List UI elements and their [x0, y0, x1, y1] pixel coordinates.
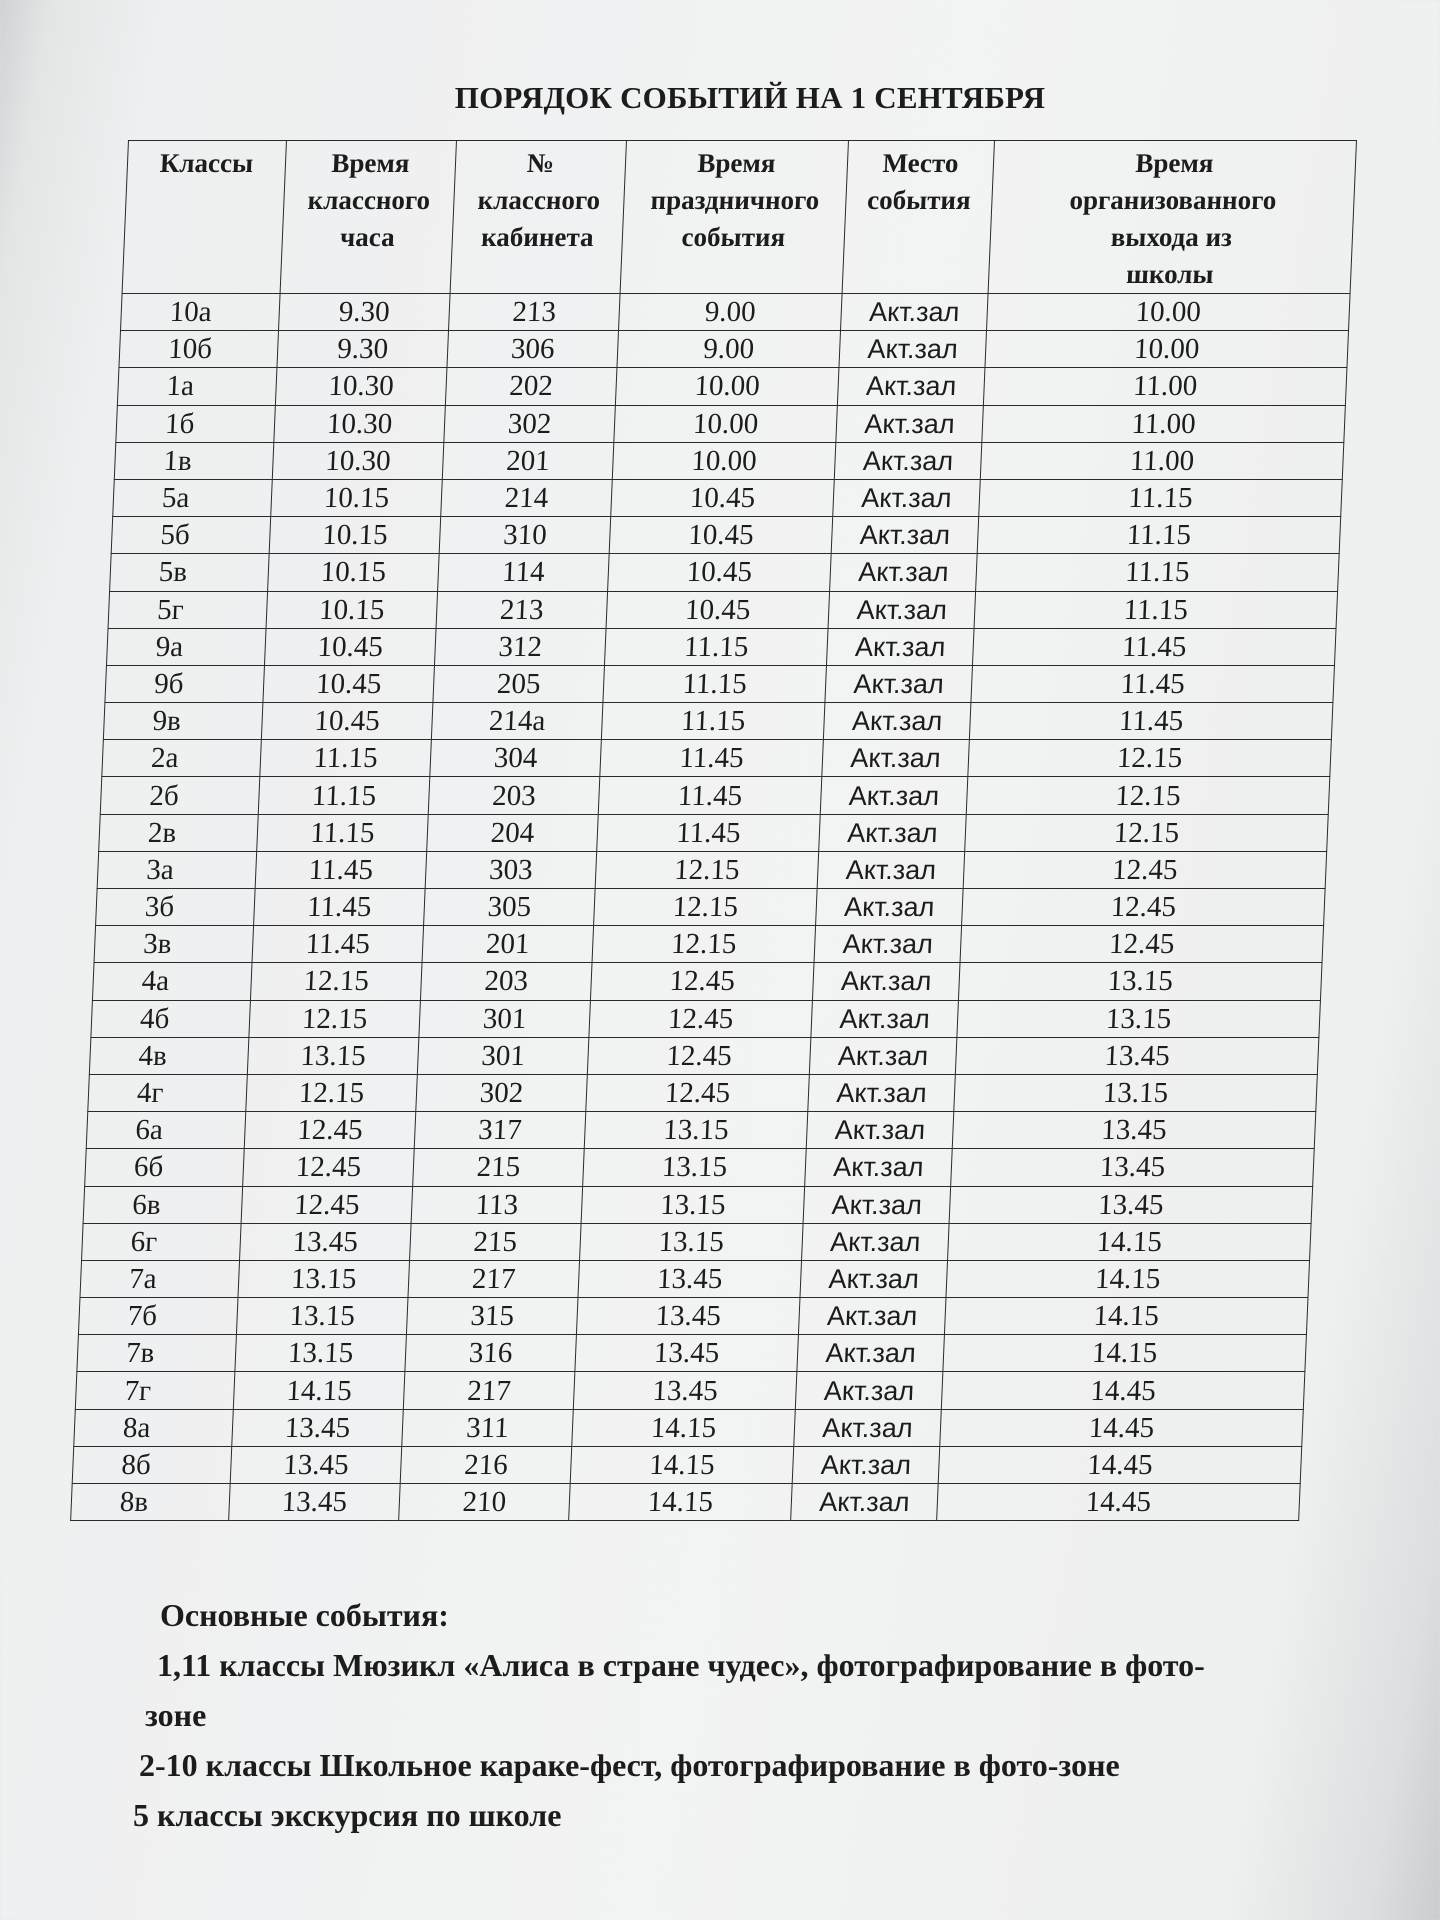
- class-cell: 4б: [91, 1000, 251, 1037]
- class-hour-time-cell: 10.30: [275, 368, 447, 405]
- event-place-cell: Акт.зал: [792, 1446, 940, 1483]
- exit-time-cell: 11.45: [972, 628, 1336, 665]
- class-cell: 1а: [117, 368, 277, 405]
- event-place-cell: Акт.зал: [797, 1335, 945, 1372]
- class-cell: 6г: [82, 1223, 242, 1260]
- class-hour-time-cell: 10.15: [269, 517, 441, 554]
- class-hour-time-cell: 11.15: [258, 777, 430, 814]
- exit-time-cell: 14.15: [946, 1260, 1310, 1297]
- class-hour-time-cell: 9.30: [277, 331, 449, 368]
- header-event-time: Время праздничного события: [620, 141, 848, 294]
- class-cell: 3в: [94, 926, 254, 963]
- exit-time-cell: 12.45: [960, 926, 1324, 963]
- room-number-cell: 310: [439, 517, 611, 554]
- table-row: [72, 1446, 1302, 1483]
- class-hour-time-cell: 13.45: [230, 1446, 402, 1483]
- event-place-cell: Акт.зал: [834, 442, 982, 479]
- class-hour-time-cell: 10.15: [271, 479, 443, 516]
- exit-time-cell: 13.15: [957, 1000, 1321, 1037]
- exit-time-cell: 11.15: [974, 591, 1338, 628]
- class-cell: 4в: [89, 1037, 249, 1074]
- event-time-cell: 13.45: [576, 1298, 800, 1335]
- event-time-cell: 14.15: [569, 1484, 793, 1521]
- event-place-cell: Акт.зал: [817, 851, 965, 888]
- table-row: [96, 889, 1326, 926]
- room-number-cell: 201: [422, 926, 594, 963]
- room-number-cell: 215: [413, 1149, 585, 1186]
- event-place-cell: Акт.зал: [839, 331, 987, 368]
- room-number-cell: 203: [420, 963, 592, 1000]
- header-exit-time: Время организованного выхода из школы: [988, 141, 1356, 294]
- room-number-cell: 302: [444, 405, 616, 442]
- table-row: [88, 1074, 1318, 1111]
- table-row: [78, 1298, 1308, 1335]
- room-number-cell: 215: [410, 1223, 582, 1260]
- exit-time-cell: 11.00: [983, 368, 1347, 405]
- schedule-table: [70, 140, 1357, 1521]
- class-cell: 9а: [106, 628, 266, 665]
- event-time-cell: 12.45: [590, 963, 814, 1000]
- class-hour-time-cell: 11.15: [260, 740, 432, 777]
- event-time-cell: 11.45: [598, 777, 822, 814]
- class-hour-time-cell: 12.15: [246, 1074, 418, 1111]
- class-cell: 8б: [72, 1446, 232, 1483]
- event-place-cell: Акт.зал: [805, 1149, 953, 1186]
- class-hour-time-cell: 9.30: [279, 294, 451, 331]
- table-row: [75, 1372, 1305, 1409]
- exit-time-cell: 14.45: [940, 1409, 1304, 1446]
- room-number-cell: 312: [434, 628, 606, 665]
- class-hour-time-cell: 12.15: [249, 1000, 421, 1037]
- event-time-cell: 10.00: [614, 405, 838, 442]
- exit-time-cell: 12.15: [965, 814, 1329, 851]
- table-row: [110, 554, 1340, 591]
- event-place-cell: Акт.зал: [802, 1223, 950, 1260]
- class-cell: 9б: [105, 665, 265, 702]
- class-hour-time-cell: 13.45: [229, 1484, 401, 1521]
- class-hour-time-cell: 10.30: [274, 405, 446, 442]
- class-hour-time-cell: 10.45: [264, 628, 436, 665]
- exit-time-cell: 11.45: [971, 665, 1335, 702]
- exit-time-cell: 10.00: [987, 294, 1351, 331]
- document-title: ПОРЯДОК СОБЫТИЙ НА 1 СЕНТЯБРЯ: [454, 80, 1046, 115]
- class-cell: 5в: [110, 554, 270, 591]
- class-cell: 7г: [75, 1372, 235, 1409]
- header-event-place: Место события: [842, 141, 994, 294]
- event-time-cell: 12.15: [595, 851, 819, 888]
- table-row: [119, 331, 1349, 368]
- room-number-cell: 114: [438, 554, 610, 591]
- class-cell: 3а: [97, 851, 257, 888]
- class-hour-time-cell: 13.15: [235, 1335, 407, 1372]
- event-time-cell: 12.45: [589, 1000, 813, 1037]
- room-number-cell: 113: [411, 1186, 583, 1223]
- event-time-cell: 14.15: [572, 1409, 796, 1446]
- table-row: [91, 1000, 1321, 1037]
- room-number-cell: 210: [399, 1484, 571, 1521]
- exit-time-cell: 11.15: [977, 517, 1341, 554]
- exit-time-cell: 11.00: [982, 405, 1346, 442]
- event-time-cell: 11.45: [600, 740, 824, 777]
- room-number-cell: 317: [414, 1112, 586, 1149]
- event-place-cell: Акт.зал: [830, 554, 978, 591]
- room-number-cell: 303: [425, 851, 597, 888]
- exit-time-cell: 14.15: [943, 1335, 1307, 1372]
- class-cell: 7б: [78, 1298, 238, 1335]
- event-place-cell: Акт.зал: [806, 1112, 954, 1149]
- exit-time-cell: 13.45: [949, 1186, 1313, 1223]
- room-number-cell: 213: [449, 294, 621, 331]
- room-number-cell: 213: [436, 591, 608, 628]
- class-cell: 4г: [88, 1074, 248, 1111]
- event-place-cell: Акт.зал: [841, 294, 989, 331]
- class-cell: 5а: [113, 479, 273, 516]
- class-cell: 7в: [77, 1335, 237, 1372]
- class-hour-time-cell: 10.45: [263, 665, 435, 702]
- table-row: [74, 1409, 1304, 1446]
- event-place-cell: Акт.зал: [825, 665, 973, 702]
- class-hour-time-cell: 10.15: [268, 554, 440, 591]
- room-number-cell: 301: [417, 1037, 589, 1074]
- exit-time-cell: 14.15: [944, 1298, 1308, 1335]
- notes-line: 2-10 классы Школьное караке-фест, фотографирование в фото-зоне: [139, 1747, 1120, 1783]
- class-hour-time-cell: 12.45: [244, 1112, 416, 1149]
- event-time-cell: 10.45: [608, 554, 832, 591]
- class-hour-time-cell: 10.30: [272, 442, 444, 479]
- exit-time-cell: 12.45: [963, 851, 1327, 888]
- event-place-cell: Акт.зал: [811, 1000, 959, 1037]
- event-time-cell: 13.15: [580, 1223, 804, 1260]
- class-hour-time-cell: 11.45: [254, 889, 426, 926]
- class-cell: 10б: [119, 331, 279, 368]
- room-number-cell: 216: [400, 1446, 572, 1483]
- class-cell: 5г: [108, 591, 268, 628]
- exit-time-cell: 13.45: [952, 1112, 1316, 1149]
- notes-heading: Основные события:: [160, 1597, 449, 1633]
- exit-time-cell: 14.45: [937, 1484, 1301, 1521]
- event-time-cell: 10.45: [606, 591, 830, 628]
- room-number-cell: 306: [447, 331, 619, 368]
- event-time-cell: 12.45: [587, 1037, 811, 1074]
- event-place-cell: Акт.зал: [837, 368, 985, 405]
- class-hour-time-cell: 13.45: [232, 1409, 404, 1446]
- event-time-cell: 11.45: [597, 814, 821, 851]
- exit-time-cell: 11.15: [976, 554, 1340, 591]
- class-cell: 10а: [121, 294, 281, 331]
- room-number-cell: 316: [405, 1335, 577, 1372]
- notes-line: зоне: [145, 1697, 207, 1733]
- event-place-cell: Акт.зал: [831, 517, 979, 554]
- room-number-cell: 315: [406, 1298, 578, 1335]
- event-place-cell: Акт.зал: [828, 591, 976, 628]
- header-class-hour-time: Время классного часа: [280, 141, 456, 294]
- exit-time-cell: 13.15: [954, 1074, 1318, 1111]
- exit-time-cell: 11.45: [969, 703, 1333, 740]
- event-time-cell: 11.15: [603, 665, 827, 702]
- class-hour-time-cell: 10.15: [266, 591, 438, 628]
- room-number-cell: 205: [433, 665, 605, 702]
- event-time-cell: 12.45: [586, 1074, 810, 1111]
- class-hour-time-cell: 12.45: [241, 1186, 413, 1223]
- event-time-cell: 12.15: [592, 926, 816, 963]
- event-place-cell: Акт.зал: [814, 926, 962, 963]
- table-row: [117, 368, 1347, 405]
- table-row: [108, 591, 1338, 628]
- header-classes: Классы: [122, 141, 286, 294]
- class-cell: 6б: [85, 1149, 245, 1186]
- event-time-cell: 13.15: [583, 1149, 807, 1186]
- table-header-row: [122, 141, 1356, 294]
- class-hour-time-cell: 13.15: [247, 1037, 419, 1074]
- event-time-cell: 9.00: [619, 294, 843, 331]
- class-cell: 7а: [80, 1260, 240, 1297]
- notes-line: 5 классы экскурсия по школе: [133, 1797, 562, 1833]
- exit-time-cell: 12.15: [968, 740, 1332, 777]
- exit-time-cell: 12.15: [966, 777, 1330, 814]
- event-time-cell: 13.15: [581, 1186, 805, 1223]
- exit-time-cell: 14.45: [938, 1446, 1302, 1483]
- event-place-cell: Акт.зал: [808, 1074, 956, 1111]
- class-hour-time-cell: 11.45: [252, 926, 424, 963]
- room-number-cell: 217: [408, 1260, 580, 1297]
- table-row: [89, 1037, 1319, 1074]
- exit-time-cell: 11.00: [980, 442, 1344, 479]
- exit-time-cell: 13.15: [958, 963, 1322, 1000]
- table-row: [99, 814, 1329, 851]
- event-place-cell: Акт.зал: [816, 889, 964, 926]
- class-hour-time-cell: 13.15: [238, 1260, 410, 1297]
- event-place-cell: Акт.зал: [803, 1186, 951, 1223]
- table-row: [71, 1484, 1301, 1521]
- table-row: [111, 517, 1341, 554]
- event-time-cell: 13.45: [575, 1335, 799, 1372]
- event-place-cell: Акт.зал: [795, 1372, 943, 1409]
- table-row: [102, 740, 1332, 777]
- header-room-number: № классного кабинета: [450, 141, 626, 294]
- notes-line: 1,11 классы Мюзикл «Алиса в стране чудес», фотографирование в фото-: [157, 1647, 1205, 1683]
- class-cell: 2б: [100, 777, 260, 814]
- table-row: [103, 703, 1333, 740]
- room-number-cell: 202: [445, 368, 617, 405]
- event-time-cell: 13.15: [584, 1112, 808, 1149]
- event-time-cell: 13.45: [578, 1260, 802, 1297]
- class-cell: 6а: [86, 1112, 246, 1149]
- class-hour-time-cell: 13.15: [236, 1298, 408, 1335]
- room-number-cell: 305: [424, 889, 596, 926]
- event-place-cell: Акт.зал: [800, 1260, 948, 1297]
- room-number-cell: 304: [430, 740, 602, 777]
- table-row: [114, 442, 1344, 479]
- table-row: [85, 1149, 1315, 1186]
- room-number-cell: 203: [428, 777, 600, 814]
- table-row: [116, 405, 1346, 442]
- class-cell: 8а: [74, 1409, 234, 1446]
- table-row: [121, 294, 1351, 331]
- event-place-cell: Акт.зал: [798, 1298, 946, 1335]
- class-hour-time-cell: 14.15: [233, 1372, 405, 1409]
- main-events-notes: [133, 1590, 1385, 1840]
- room-number-cell: 301: [419, 1000, 591, 1037]
- schedule-body: [71, 294, 1350, 1521]
- event-time-cell: 9.00: [617, 331, 841, 368]
- event-place-cell: Акт.зал: [794, 1409, 942, 1446]
- class-hour-time-cell: 12.45: [243, 1149, 415, 1186]
- exit-time-cell: 10.00: [985, 331, 1349, 368]
- table-row: [106, 628, 1336, 665]
- event-place-cell: Акт.зал: [826, 628, 974, 665]
- room-number-cell: 302: [416, 1074, 588, 1111]
- exit-time-cell: 11.15: [979, 479, 1343, 516]
- class-cell: 2а: [102, 740, 262, 777]
- event-place-cell: Акт.зал: [833, 479, 981, 516]
- event-time-cell: 12.15: [594, 889, 818, 926]
- exit-time-cell: 13.45: [951, 1149, 1315, 1186]
- class-hour-time-cell: 12.15: [250, 963, 422, 1000]
- class-cell: 3б: [96, 889, 256, 926]
- event-time-cell: 10.45: [609, 517, 833, 554]
- class-cell: 4а: [92, 963, 252, 1000]
- exit-time-cell: 14.15: [948, 1223, 1312, 1260]
- room-number-cell: 201: [442, 442, 614, 479]
- event-place-cell: Акт.зал: [822, 740, 970, 777]
- event-place-cell: Акт.зал: [812, 963, 960, 1000]
- class-cell: 1в: [114, 442, 274, 479]
- class-cell: 2в: [99, 814, 259, 851]
- event-place-cell: Акт.зал: [820, 777, 968, 814]
- event-place-cell: Акт.зал: [791, 1484, 939, 1521]
- class-hour-time-cell: 11.45: [255, 851, 427, 888]
- exit-time-cell: 13.45: [955, 1037, 1319, 1074]
- class-cell: 1б: [116, 405, 276, 442]
- exit-time-cell: 12.45: [962, 889, 1326, 926]
- event-time-cell: 11.15: [604, 628, 828, 665]
- room-number-cell: 214а: [431, 703, 603, 740]
- room-number-cell: 217: [403, 1372, 575, 1409]
- class-cell: 9в: [103, 703, 263, 740]
- event-place-cell: Акт.зал: [823, 703, 971, 740]
- table-row: [77, 1335, 1307, 1372]
- exit-time-cell: 14.45: [941, 1372, 1305, 1409]
- table-row: [113, 479, 1343, 516]
- class-hour-time-cell: 11.15: [257, 814, 429, 851]
- class-cell: 6в: [83, 1186, 243, 1223]
- event-time-cell: 10.00: [612, 442, 836, 479]
- event-place-cell: Акт.зал: [836, 405, 984, 442]
- class-cell: 5б: [111, 517, 271, 554]
- table-row: [86, 1112, 1316, 1149]
- event-time-cell: 10.00: [615, 368, 839, 405]
- table-row: [94, 926, 1324, 963]
- room-number-cell: 311: [402, 1409, 574, 1446]
- event-time-cell: 14.15: [570, 1446, 794, 1483]
- event-place-cell: Акт.зал: [809, 1037, 957, 1074]
- table-row: [100, 777, 1330, 814]
- table-row: [82, 1223, 1312, 1260]
- paper-sheet: [50, 0, 1390, 1920]
- table-row: [92, 963, 1322, 1000]
- event-time-cell: 13.45: [573, 1372, 797, 1409]
- table-row: [97, 851, 1327, 888]
- table-row: [83, 1186, 1313, 1223]
- table-row: [105, 665, 1335, 702]
- class-cell: 8в: [71, 1484, 231, 1521]
- event-time-cell: 11.15: [601, 703, 825, 740]
- event-place-cell: Акт.зал: [819, 814, 967, 851]
- class-hour-time-cell: 10.45: [261, 703, 433, 740]
- table-row: [80, 1260, 1310, 1297]
- room-number-cell: 204: [427, 814, 599, 851]
- class-hour-time-cell: 13.45: [240, 1223, 412, 1260]
- room-number-cell: 214: [441, 479, 613, 516]
- event-time-cell: 10.45: [611, 479, 835, 516]
